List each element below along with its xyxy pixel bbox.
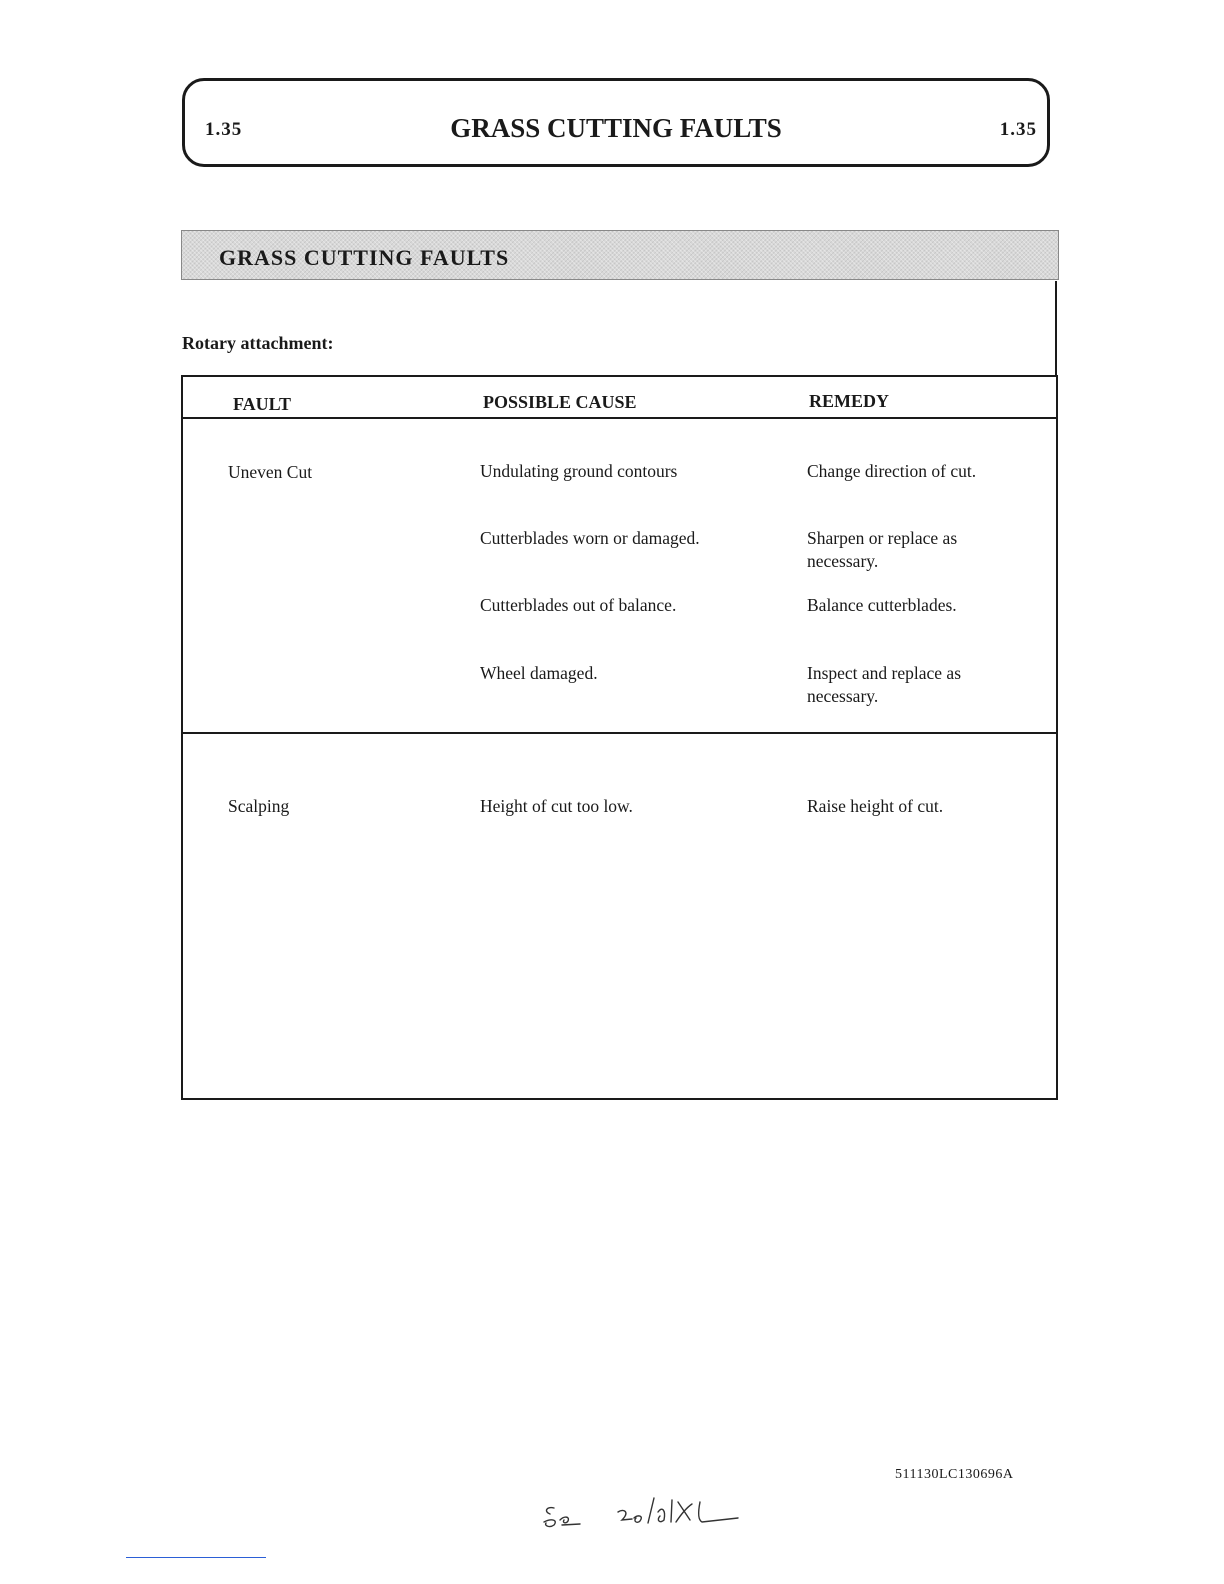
remedy-line: Sharpen or replace as [807, 528, 958, 548]
section-banner [181, 230, 1059, 280]
banner-title: GRASS CUTTING FAULTS [219, 245, 510, 270]
remedy-line: Inspect and replace as [807, 663, 962, 683]
column-header-remedy: REMEDY [809, 391, 889, 411]
cause-cell: Cutterblades out of balance. [480, 595, 677, 615]
remedy-line: Raise height of cut. [807, 796, 944, 816]
cause-cell: Wheel damaged. [480, 663, 598, 683]
remedy-cell [807, 662, 961, 708]
group-divider [183, 732, 1056, 734]
fault-uneven-cut: Uneven Cut [228, 462, 313, 482]
remedy-line: necessary. [807, 686, 879, 706]
column-header-cause: POSSIBLE CAUSE [483, 392, 637, 412]
remedy-cell [807, 795, 943, 818]
bottom-rule [126, 1557, 266, 1558]
remedy-cell [807, 594, 957, 617]
remedy-line: Balance cutterblades. [807, 595, 957, 615]
page-header [182, 78, 1050, 167]
fault-scalping: Scalping [228, 796, 290, 816]
section-number-left: 1.35 [205, 119, 243, 140]
column-header-fault: FAULT [233, 394, 292, 414]
remedy-cell [807, 460, 976, 483]
header-divider [183, 417, 1056, 419]
section-number-right: 1.35 [999, 119, 1037, 140]
subheading: Rotary attachment: [182, 333, 334, 353]
fault-table [181, 375, 1058, 1100]
cause-cell: Height of cut too low. [480, 796, 633, 816]
remedy-line: Change direction of cut. [807, 461, 977, 481]
right-rule [1055, 281, 1057, 377]
remedy-cell [807, 527, 957, 573]
cause-cell: Undulating ground contours [480, 461, 678, 481]
page-title: GRASS CUTTING FAULTS [450, 113, 782, 143]
document-number: 511130LC130696A [895, 1467, 1014, 1482]
remedy-line: necessary. [807, 551, 879, 571]
cause-cell: Cutterblades worn or damaged. [480, 528, 700, 548]
handwritten-signature [540, 1492, 750, 1532]
